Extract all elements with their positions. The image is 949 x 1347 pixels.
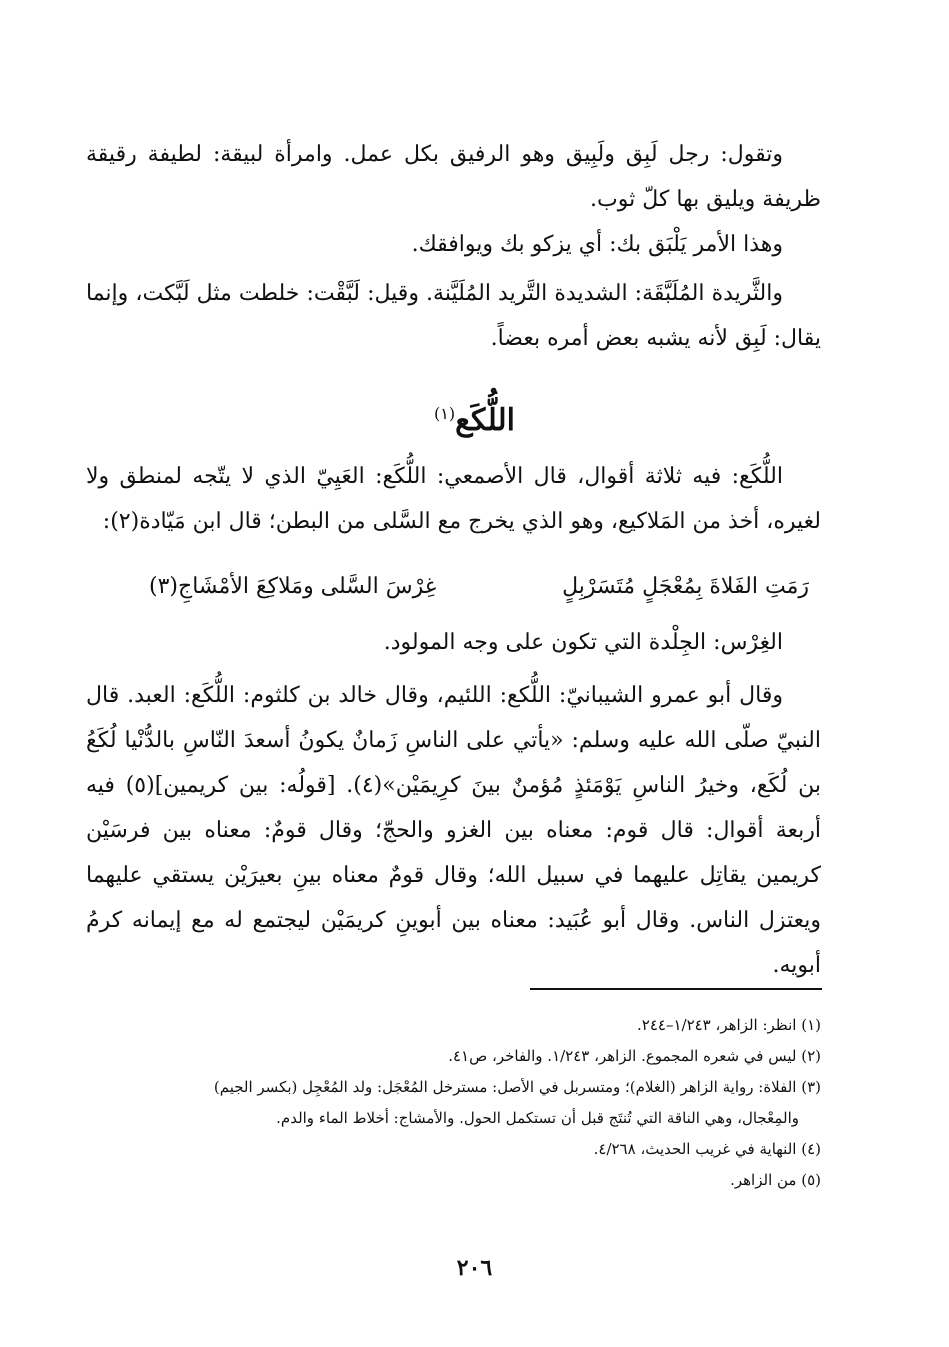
footnote-separator	[530, 988, 822, 990]
poetry-verse	[149, 564, 809, 610]
footnote-4: (٤) النهاية في غريب الحديث، ٤/٢٦٨.	[593, 1140, 821, 1158]
section-title: اللُّكَع	[455, 403, 516, 438]
paragraph-hadith: وقال أبو عمرو الشيبانيّ: اللُّكع: اللئيم، وقال خالد بن كلثوم: اللُّكَع: العبد. قال النبيّ صلّى الله عليه وسلم: «يأتي على الناسِ زَمانٌ يكونُ أسعدَ النّاسِ بالدُّنْيا لُكَعُ بن لُكَع، وخيرُ الناسِ يَوْمَئذٍ مُؤمنٌ بينَ كرِيمَيْن»(٤). [قولُه: بين كريمين](٥) فيه أربعة أقوال: قال قوم: معناه بين الغزو والحجّ؛ وقال قومٌ: معناه بين فرسَيْن كريمين يقاتِل عليهما في سبيل الله؛ وقال قومٌ معناه بينِ بعيرَيْن يستقي عليهما ويعتزل الناس. وقال أبو عُبَيد: معناه بين أبوينِ كريمَيْن ليجتمع له مع إيمانه كرمُ أبويه.	[86, 683, 822, 978]
lukaa-intro	[86, 454, 821, 544]
paragraph-tharida: والثَّريدة المُلَبَّقَة: الشديدة التَّريد المُلَيَّنة. وقيل: لَبَّقْت: خلطت مثل لَبَّكت، وإنما يقال: لَبِق لأنه يشبه بعض أمره بعضاً.	[86, 281, 821, 351]
lukaa-discussion	[86, 620, 821, 988]
heading-footnote-mark: (١)	[433, 404, 456, 423]
footnote-3: (٣) الفلاة: رواية الزاهر (الغلام)؛ ومتسربل في الأصل: مسترخل المُعْجَل: ولد المُعْجِل (بكسر الجيم)	[213, 1078, 821, 1096]
footnote-2: (٢) ليس في شعره المجموع. الزاهر، ١/٢٤٣. والفاخر، ص٤١.	[448, 1047, 821, 1065]
footnote-5: (٥) من الزاهر.	[730, 1171, 821, 1189]
page-number: ٢٠٦	[456, 1255, 493, 1281]
footnote-3-continued: والمِعْجال، وهي الناقة التي تُنتَج قبل أن تستكمل الحول. والأمشاج: أخلاط الماء والدم.	[276, 1109, 799, 1127]
verse-second-hemistich: غِرْسَ السَّلى ومَلاكِعَ الأمْشَاجِ(٣)	[149, 574, 437, 599]
paragraph-ghirs: الغِرْس: الجِلْدة التي تكون على وجه المولود.	[383, 630, 783, 655]
paragraph-labiq: وتقول: رجل لَبِق ولَبِيق وهو الرفيق بكل عمل. وامرأة لبيقة: لطيفة رقيقة ظريفة ويليق بها كلّ ثوب.	[86, 142, 821, 212]
opening-paragraphs	[86, 132, 821, 361]
section-heading	[0, 394, 949, 441]
paragraph-lukaa-definition: اللُّكَع: فيه ثلاثة أقوال، قال الأصمعي: اللُّكَع: العَيِيّ الذي لا يتّجه لمنطق ولا لغيره، أخذ من المَلاكيع، وهو الذي يخرج مع السَّلى من البطن؛ قال ابن مَيّادة(٢):	[86, 464, 821, 534]
footnotes	[86, 1010, 821, 1196]
footnote-1: (١) انظر: الزاهر، ١/٢٤٣–٢٤٤.	[637, 1016, 821, 1034]
verse-first-hemistich: رَمَتِ الفَلاةَ بِمُعْجَلٍ مُتَسَرْبِلٍ	[562, 574, 809, 599]
paragraph-yalbaq: وهذا الأمر يَلْبَق بك: أي يزكو بك ويوافقك.	[411, 232, 783, 257]
